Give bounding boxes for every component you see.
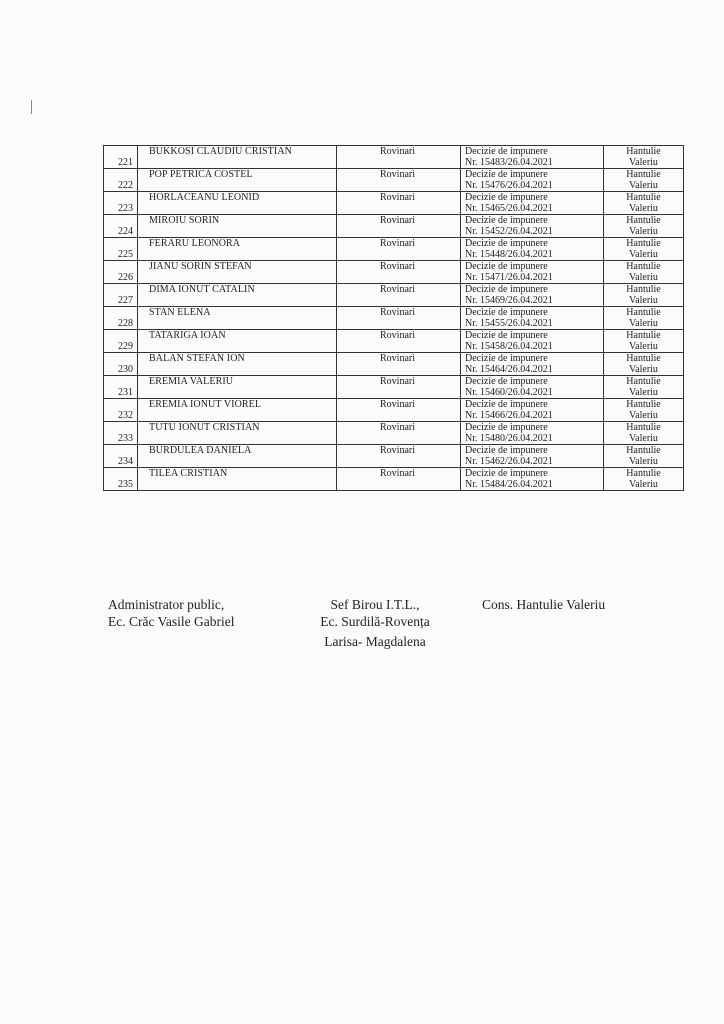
tax-decision-cell [461,284,604,307]
taxpayer-name-cell [138,330,337,353]
locality-cell [337,192,461,215]
responsible-person-text: Valeriu [629,364,658,375]
responsible-person-cell [604,261,684,284]
tax-decision-text: Decizie de impunere [465,192,548,203]
responsible-person-text: Hantulie [626,445,661,456]
tax-decision-cell [461,307,604,330]
signature-office-chief [304,596,446,650]
tax-decision-text: Nr. 15484/26.04.2021 [465,479,553,490]
responsible-person-text: Valeriu [629,433,658,444]
responsible-person-text: Valeriu [629,410,658,421]
responsible-person-text: Hantulie [626,353,661,364]
taxpayer-name-cell [138,192,337,215]
row-number-text: 233 [118,433,133,444]
responsible-person-text: Hantulie [626,284,661,295]
tax-decision-cell [461,238,604,261]
responsible-person-cell [604,169,684,192]
tax-decision-text: Decizie de impunere [465,330,548,341]
office-chief-name: Ec. Surdilă-Rovența [320,614,430,629]
responsible-person-text: Valeriu [629,387,658,398]
tax-decision-text: Decizie de impunere [465,146,548,157]
table-row [104,146,684,169]
row-number-text: 230 [118,364,133,375]
table-row [104,261,684,284]
locality-text: Rovinari [380,146,415,157]
margin-mark [31,100,32,114]
administrator-title: Administrator public, [108,597,225,612]
responsible-person-text: Valeriu [629,295,658,306]
locality-text: Rovinari [380,445,415,456]
responsible-person-cell [604,376,684,399]
office-chief-title: Sef Birou I.T.L., [330,597,420,612]
tax-decision-text: Decizie de impunere [465,468,548,479]
signature-counselor [482,596,605,613]
row-number-cell [104,330,138,353]
tax-decision-text: Nr. 15458/26.04.2021 [465,341,553,352]
locality-cell [337,445,461,468]
row-number-cell [104,146,138,169]
row-number-text: 222 [118,180,133,191]
row-number-cell [104,307,138,330]
tax-decision-cell [461,215,604,238]
locality-cell [337,330,461,353]
table-row [104,399,684,422]
taxpayer-name-cell [138,307,337,330]
row-number-cell [104,468,138,491]
responsible-person-text: Valeriu [629,226,658,237]
taxpayer-name-text: HORLACEANU LEONID [149,192,260,203]
taxpayer-name-text: DIMA IONUT CATALIN [149,284,255,295]
row-number-text: 231 [118,387,133,398]
taxpayer-name-cell [138,238,337,261]
responsible-person-text: Hantulie [626,307,661,318]
responsible-person-text: Hantulie [626,215,661,226]
tax-decision-text: Decizie de impunere [465,399,548,410]
tax-decision-text: Decizie de impunere [465,169,548,180]
table-row [104,330,684,353]
taxpayer-name-cell [138,445,337,468]
tax-decision-text: Nr. 15466/26.04.2021 [465,410,553,421]
tax-decision-text: Decizie de impunere [465,445,548,456]
responsible-person-cell [604,399,684,422]
locality-text: Rovinari [380,261,415,272]
tax-decision-text: Nr. 15465/26.04.2021 [465,203,553,214]
tax-decision-cell [461,192,604,215]
row-number-text: 226 [118,272,133,283]
tax-decision-text: Nr. 15464/26.04.2021 [465,364,553,375]
row-number-cell [104,215,138,238]
tax-decision-text: Nr. 15462/26.04.2021 [465,456,553,467]
tax-decision-text: Nr. 15460/26.04.2021 [465,387,553,398]
row-number-text: 229 [118,341,133,352]
row-number-text: 221 [118,157,133,168]
responsible-person-cell [604,146,684,169]
tax-decision-cell [461,169,604,192]
responsible-person-text: Hantulie [626,376,661,387]
taxpayer-name-cell [138,422,337,445]
tax-decision-text: Decizie de impunere [465,307,548,318]
locality-text: Rovinari [380,422,415,433]
table-row [104,192,684,215]
row-number-text: 223 [118,203,133,214]
responsible-person-text: Hantulie [626,468,661,479]
row-number-cell [104,399,138,422]
row-number-text: 232 [118,410,133,421]
responsible-person-cell [604,192,684,215]
responsible-person-text: Valeriu [629,157,658,168]
tax-decision-text: Decizie de impunere [465,376,548,387]
taxpayer-name-text: FERARU LEONORA [149,238,241,249]
taxpayer-name-text: TATARIGA IOAN [149,330,226,341]
locality-cell [337,353,461,376]
locality-text: Rovinari [380,238,415,249]
table-row [104,307,684,330]
tax-decision-text: Decizie de impunere [465,422,548,433]
responsible-person-text: Hantulie [626,238,661,249]
taxpayer-name-cell [138,376,337,399]
table-row [104,422,684,445]
row-number-text: 224 [118,226,133,237]
locality-cell [337,399,461,422]
taxpayer-name-text: EREMIA IONUT VIOREL [149,399,262,410]
taxpayer-name-cell [138,169,337,192]
taxpayer-name-cell [138,215,337,238]
responsible-person-text: Hantulie [626,399,661,410]
responsible-person-text: Hantulie [626,330,661,341]
table-row [104,238,684,261]
table-row [104,353,684,376]
row-number-cell [104,353,138,376]
responsible-person-text: Hantulie [626,261,661,272]
taxpayer-name-text: TILEA CRISTIAN [149,468,228,479]
tax-decision-cell [461,330,604,353]
table-row [104,284,684,307]
taxpayer-name-text: JIANU SORIN STEFAN [149,261,252,272]
tax-decision-text: Decizie de impunere [465,284,548,295]
responsible-person-text: Hantulie [626,192,661,203]
row-number-cell [104,238,138,261]
tax-decision-cell [461,445,604,468]
row-number-cell [104,169,138,192]
responsible-person-text: Valeriu [629,249,658,260]
locality-text: Rovinari [380,330,415,341]
row-number-cell [104,422,138,445]
table-row [104,215,684,238]
row-number-text: 234 [118,456,133,467]
responsible-person-text: Hantulie [626,169,661,180]
taxpayer-name-text: STAN ELENA [149,307,211,318]
office-chief-name-continued: Larisa- Magdalena [324,634,426,649]
signature-administrator [108,596,234,630]
taxpayer-name-cell [138,399,337,422]
tax-decision-text: Nr. 15483/26.04.2021 [465,157,553,168]
row-number-text: 228 [118,318,133,329]
locality-cell [337,468,461,491]
tax-decision-text: Decizie de impunere [465,353,548,364]
responsible-person-cell [604,238,684,261]
responsible-person-text: Valeriu [629,456,658,467]
row-number-cell [104,445,138,468]
row-number-cell [104,284,138,307]
locality-text: Rovinari [380,399,415,410]
responsible-person-cell [604,422,684,445]
locality-cell [337,169,461,192]
row-number-cell [104,376,138,399]
taxpayer-name-text: EREMIA VALERIU [149,376,234,387]
tax-decision-text: Decizie de impunere [465,238,548,249]
tax-decision-text: Nr. 15480/26.04.2021 [465,433,553,444]
tax-decision-cell [461,261,604,284]
responsible-person-cell [604,284,684,307]
tax-decision-text: Nr. 15448/26.04.2021 [465,249,553,260]
responsible-person-cell [604,307,684,330]
taxpayer-name-text: BURDULEA DANIELA [149,445,252,456]
administrator-name: Ec. Crăc Vasile Gabriel [108,614,235,629]
taxpayer-name-text: TUTU IONUT CRISTIAN [149,422,260,433]
responsible-person-text: Valeriu [629,203,658,214]
table-row [104,445,684,468]
responsible-person-text: Hantulie [626,146,661,157]
taxpayer-name-text: BUKKOSI CLAUDIU CRISTIAN [149,146,292,157]
locality-cell [337,146,461,169]
taxpayer-name-cell [138,261,337,284]
taxpayer-name-text: MIROIU SORIN [149,215,220,226]
locality-text: Rovinari [380,192,415,203]
locality-cell [337,376,461,399]
locality-text: Rovinari [380,376,415,387]
locality-cell [337,215,461,238]
responsible-person-text: Valeriu [629,180,658,191]
tax-decision-cell [461,422,604,445]
locality-text: Rovinari [380,215,415,226]
locality-text: Rovinari [380,353,415,364]
responsible-person-text: Valeriu [629,318,658,329]
taxpayer-name-text: POP PETRICA COSTEL [149,169,253,180]
counselor-name: Cons. Hantulie Valeriu [482,597,606,612]
tax-decision-text: Decizie de impunere [465,261,548,272]
locality-cell [337,422,461,445]
taxpayer-name-cell [138,353,337,376]
responsible-person-cell [604,468,684,491]
tax-decision-text: Nr. 15471/26.04.2021 [465,272,553,283]
locality-text: Rovinari [380,284,415,295]
responsible-person-text: Hantulie [626,422,661,433]
locality-cell [337,284,461,307]
taxpayer-name-text: BALAN STEFAN ION [149,353,245,364]
locality-text: Rovinari [380,169,415,180]
responsible-person-text: Valeriu [629,341,658,352]
taxpayer-name-cell [138,468,337,491]
tax-decision-cell [461,399,604,422]
table-row [104,169,684,192]
tax-decision-cell [461,376,604,399]
locality-text: Rovinari [380,468,415,479]
records-table-body [104,146,684,491]
responsible-person-text: Valeriu [629,272,658,283]
row-number-cell [104,192,138,215]
locality-text: Rovinari [380,307,415,318]
tax-decision-text: Nr. 15455/26.04.2021 [465,318,553,329]
responsible-person-cell [604,330,684,353]
row-number-text: 225 [118,249,133,260]
row-number-cell [104,261,138,284]
locality-cell [337,307,461,330]
locality-cell [337,238,461,261]
taxpayer-name-cell [138,284,337,307]
tax-decision-text: Nr. 15476/26.04.2021 [465,180,553,191]
row-number-text: 235 [118,479,133,490]
tax-decision-cell [461,146,604,169]
taxpayer-name-cell [138,146,337,169]
tax-decision-cell [461,353,604,376]
tax-decision-text: Decizie de impunere [465,215,548,226]
responsible-person-cell [604,445,684,468]
tax-decision-text: Nr. 15469/26.04.2021 [465,295,553,306]
row-number-text: 227 [118,295,133,306]
locality-cell [337,261,461,284]
responsible-person-cell [604,353,684,376]
responsible-person-cell [604,215,684,238]
records-table [103,145,684,491]
responsible-person-text: Valeriu [629,479,658,490]
table-row [104,376,684,399]
tax-decision-cell [461,468,604,491]
table-row [104,468,684,491]
tax-decision-text: Nr. 15452/26.04.2021 [465,226,553,237]
